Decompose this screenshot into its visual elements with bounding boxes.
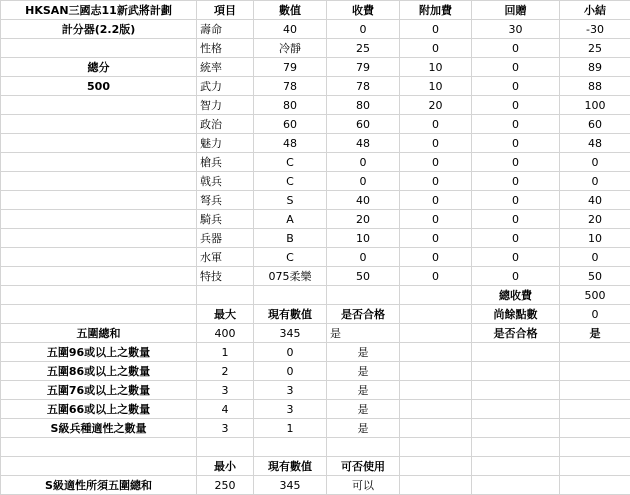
- check-label[interactable]: 五圍總和: [1, 324, 197, 343]
- stat-subtotal[interactable]: 60: [560, 115, 630, 134]
- checks-header-row: [1, 305, 630, 324]
- stat-value[interactable]: 60: [254, 115, 327, 134]
- stat-extra[interactable]: 0: [400, 20, 472, 39]
- empty-cell[interactable]: [560, 400, 630, 419]
- stat-fee[interactable]: 80: [327, 96, 400, 115]
- requirement-current[interactable]: 345: [254, 476, 327, 495]
- empty-cell[interactable]: [472, 400, 560, 419]
- stat-fee[interactable]: 20: [327, 210, 400, 229]
- empty-cell[interactable]: [400, 400, 472, 419]
- check-current[interactable]: 3: [254, 400, 327, 419]
- empty-cell[interactable]: [1, 210, 197, 229]
- check-current[interactable]: 0: [254, 343, 327, 362]
- check-max[interactable]: 2: [197, 362, 254, 381]
- empty-cell[interactable]: [560, 419, 630, 438]
- check-current[interactable]: 0: [254, 362, 327, 381]
- stat-value[interactable]: 冷靜: [254, 39, 327, 58]
- empty-cell[interactable]: [1, 457, 197, 476]
- check-pass[interactable]: 是: [327, 400, 400, 419]
- empty-cell[interactable]: [1, 115, 197, 134]
- check-label[interactable]: 五圍76或以上之數量: [1, 381, 197, 400]
- empty-cell[interactable]: [560, 343, 630, 362]
- stat-extra[interactable]: 20: [400, 96, 472, 115]
- check-label[interactable]: 五圍66或以上之數量: [1, 400, 197, 419]
- check-pass[interactable]: 是: [327, 362, 400, 381]
- stat-value[interactable]: C: [254, 172, 327, 191]
- total-fee-row: [1, 286, 630, 305]
- col-header-usable[interactable]: 可否使用: [327, 457, 400, 476]
- stat-item[interactable]: 政治: [197, 115, 254, 134]
- stat-subtotal[interactable]: 48: [560, 134, 630, 153]
- stat-item[interactable]: 戟兵: [197, 172, 254, 191]
- stat-refund[interactable]: 0: [472, 77, 560, 96]
- stat-row-intelligence: [1, 96, 630, 115]
- stat-extra[interactable]: 0: [400, 210, 472, 229]
- empty-cell[interactable]: [254, 286, 327, 305]
- stat-row-halberd: [1, 172, 630, 191]
- stat-item[interactable]: 槍兵: [197, 153, 254, 172]
- check-row-s-grade: [1, 419, 630, 438]
- stat-subtotal[interactable]: 25: [560, 39, 630, 58]
- stat-item[interactable]: 水軍: [197, 248, 254, 267]
- stat-refund[interactable]: 0: [472, 96, 560, 115]
- stat-item[interactable]: 騎兵: [197, 210, 254, 229]
- check-pass[interactable]: 是: [327, 343, 400, 362]
- col-header-min[interactable]: 最小: [197, 457, 254, 476]
- empty-cell[interactable]: [472, 381, 560, 400]
- empty-cell[interactable]: [472, 362, 560, 381]
- total-fee-label[interactable]: 總收費: [472, 286, 560, 305]
- stat-subtotal[interactable]: 0: [560, 153, 630, 172]
- stat-item[interactable]: 性格: [197, 39, 254, 58]
- stat-extra[interactable]: 0: [400, 115, 472, 134]
- total-score-value[interactable]: 500: [1, 77, 197, 96]
- empty-cell[interactable]: [400, 419, 472, 438]
- stat-refund[interactable]: 30: [472, 20, 560, 39]
- stat-refund[interactable]: 0: [472, 115, 560, 134]
- stat-value[interactable]: A: [254, 210, 327, 229]
- stat-extra[interactable]: 0: [400, 153, 472, 172]
- stat-value[interactable]: 78: [254, 77, 327, 96]
- stat-subtotal[interactable]: 50: [560, 267, 630, 286]
- stat-extra[interactable]: 10: [400, 77, 472, 96]
- stat-value[interactable]: C: [254, 248, 327, 267]
- empty-cell[interactable]: [472, 476, 560, 495]
- stat-refund[interactable]: 0: [472, 172, 560, 191]
- app-title[interactable]: HKSAN三國志11新武將計劃: [1, 1, 197, 20]
- stat-extra[interactable]: 10: [400, 58, 472, 77]
- stat-subtotal[interactable]: -30: [560, 20, 630, 39]
- stat-refund[interactable]: 0: [472, 210, 560, 229]
- empty-cell[interactable]: [327, 286, 400, 305]
- empty-cell[interactable]: [1, 267, 197, 286]
- stat-refund[interactable]: 0: [472, 39, 560, 58]
- stat-refund[interactable]: 0: [472, 248, 560, 267]
- stat-extra[interactable]: 0: [400, 134, 472, 153]
- stat-item[interactable]: 壽命: [197, 20, 254, 39]
- stat-subtotal[interactable]: 10: [560, 229, 630, 248]
- col-header-fee[interactable]: 收費: [327, 1, 400, 20]
- stat-fee[interactable]: 48: [327, 134, 400, 153]
- empty-cell[interactable]: [1, 248, 197, 267]
- col-header-pass[interactable]: 是否合格: [327, 305, 400, 324]
- col-header-max[interactable]: 最大: [197, 305, 254, 324]
- check-max[interactable]: 1: [197, 343, 254, 362]
- stat-row-cavalry: [1, 210, 630, 229]
- stat-subtotal[interactable]: 88: [560, 77, 630, 96]
- empty-cell[interactable]: [472, 419, 560, 438]
- overall-pass-label[interactable]: 是否合格: [472, 324, 560, 343]
- stat-subtotal[interactable]: 20: [560, 210, 630, 229]
- stat-subtotal[interactable]: 100: [560, 96, 630, 115]
- stat-row-lifespan: [1, 20, 630, 39]
- stat-fee[interactable]: 25: [327, 39, 400, 58]
- empty-cell[interactable]: [1, 39, 197, 58]
- empty-cell[interactable]: [400, 438, 472, 457]
- header-row: [1, 1, 630, 20]
- empty-cell[interactable]: [400, 305, 472, 324]
- stat-subtotal[interactable]: 89: [560, 58, 630, 77]
- check-row-76: [1, 381, 630, 400]
- stat-row-war: [1, 77, 630, 96]
- requirement-min[interactable]: 250: [197, 476, 254, 495]
- empty-cell[interactable]: [197, 438, 254, 457]
- empty-cell[interactable]: [560, 381, 630, 400]
- blank-row: [1, 438, 630, 457]
- stat-row-skill: [1, 267, 630, 286]
- check-max[interactable]: 400: [197, 324, 254, 343]
- check-label[interactable]: 五圍86或以上之數量: [1, 362, 197, 381]
- empty-cell[interactable]: [400, 457, 472, 476]
- stat-value[interactable]: S: [254, 191, 327, 210]
- empty-cell[interactable]: [560, 476, 630, 495]
- stat-fee[interactable]: 0: [327, 248, 400, 267]
- stat-row-crossbow: [1, 191, 630, 210]
- stat-item[interactable]: 弩兵: [197, 191, 254, 210]
- stat-item[interactable]: 統率: [197, 58, 254, 77]
- empty-cell[interactable]: [400, 476, 472, 495]
- stat-fee[interactable]: 50: [327, 267, 400, 286]
- stat-subtotal[interactable]: 0: [560, 248, 630, 267]
- stat-value[interactable]: 48: [254, 134, 327, 153]
- empty-cell[interactable]: [400, 343, 472, 362]
- empty-cell[interactable]: [1, 172, 197, 191]
- check-pass[interactable]: 是: [327, 324, 400, 343]
- stat-fee[interactable]: 40: [327, 191, 400, 210]
- empty-cell[interactable]: [1, 438, 197, 457]
- stat-value[interactable]: B: [254, 229, 327, 248]
- check-row-five-stat-total: [1, 324, 630, 343]
- stat-value[interactable]: 80: [254, 96, 327, 115]
- col-header-extra[interactable]: 附加費: [400, 1, 472, 20]
- empty-cell[interactable]: [560, 362, 630, 381]
- remaining-points-label[interactable]: 尚餘點數: [472, 305, 560, 324]
- empty-cell[interactable]: [560, 457, 630, 476]
- stat-value[interactable]: 79: [254, 58, 327, 77]
- stat-refund[interactable]: 0: [472, 134, 560, 153]
- total-fee-value[interactable]: 500: [560, 286, 630, 305]
- overall-pass-value[interactable]: 是: [560, 324, 630, 343]
- stat-fee[interactable]: 60: [327, 115, 400, 134]
- check-row-96: [1, 343, 630, 362]
- col-header-item[interactable]: 項目: [197, 1, 254, 20]
- empty-cell[interactable]: [1, 191, 197, 210]
- stat-refund[interactable]: 0: [472, 229, 560, 248]
- check-pass[interactable]: 是: [327, 381, 400, 400]
- stat-fee[interactable]: 79: [327, 58, 400, 77]
- stat-item[interactable]: 兵器: [197, 229, 254, 248]
- empty-cell[interactable]: [400, 286, 472, 305]
- stat-row-charisma: [1, 134, 630, 153]
- requirement-usable[interactable]: 可以: [327, 476, 400, 495]
- col-header-current[interactable]: 現有數值: [254, 305, 327, 324]
- requirement-row: [1, 476, 630, 495]
- stat-extra[interactable]: 0: [400, 39, 472, 58]
- stat-extra[interactable]: 0: [400, 172, 472, 191]
- empty-cell[interactable]: [1, 153, 197, 172]
- stat-row-siege: [1, 229, 630, 248]
- stat-row-personality: [1, 39, 630, 58]
- check-row-66: [1, 400, 630, 419]
- stat-subtotal[interactable]: 0: [560, 172, 630, 191]
- stat-row-leadership: [1, 58, 630, 77]
- empty-cell[interactable]: [472, 343, 560, 362]
- stat-value[interactable]: 075柔樂: [254, 267, 327, 286]
- empty-cell[interactable]: [400, 324, 472, 343]
- app-subtitle[interactable]: 計分器(2.2版): [1, 20, 197, 39]
- stat-subtotal[interactable]: 40: [560, 191, 630, 210]
- stat-refund[interactable]: 0: [472, 191, 560, 210]
- check-label[interactable]: 五圍96或以上之數量: [1, 343, 197, 362]
- stat-extra[interactable]: 0: [400, 191, 472, 210]
- remaining-points-value[interactable]: 0: [560, 305, 630, 324]
- empty-cell[interactable]: [1, 305, 197, 324]
- stat-row-politics: [1, 115, 630, 134]
- stat-fee[interactable]: 0: [327, 172, 400, 191]
- empty-cell[interactable]: [254, 438, 327, 457]
- empty-cell[interactable]: [1, 134, 197, 153]
- stat-row-navy: [1, 248, 630, 267]
- stat-fee[interactable]: 0: [327, 20, 400, 39]
- empty-cell[interactable]: [472, 457, 560, 476]
- stat-item[interactable]: 武力: [197, 77, 254, 96]
- check-current[interactable]: 345: [254, 324, 327, 343]
- check-pass[interactable]: 是: [327, 419, 400, 438]
- stat-extra[interactable]: 0: [400, 267, 472, 286]
- empty-cell[interactable]: [400, 381, 472, 400]
- stat-refund[interactable]: 0: [472, 58, 560, 77]
- stat-refund[interactable]: 0: [472, 153, 560, 172]
- stat-item[interactable]: 魅力: [197, 134, 254, 153]
- check-current[interactable]: 1: [254, 419, 327, 438]
- check-current[interactable]: 3: [254, 381, 327, 400]
- check-max[interactable]: 4: [197, 400, 254, 419]
- empty-cell[interactable]: [1, 286, 197, 305]
- empty-cell[interactable]: [197, 286, 254, 305]
- stat-row-spear: [1, 153, 630, 172]
- requirement-header-row: [1, 457, 630, 476]
- check-max[interactable]: 3: [197, 381, 254, 400]
- stat-extra[interactable]: 0: [400, 248, 472, 267]
- stat-fee[interactable]: 78: [327, 77, 400, 96]
- stat-item[interactable]: 特技: [197, 267, 254, 286]
- col-header-subtotal[interactable]: 小結: [560, 1, 630, 20]
- stat-extra[interactable]: 0: [400, 229, 472, 248]
- total-score-label[interactable]: 總分: [1, 58, 197, 77]
- check-row-86: [1, 362, 630, 381]
- stat-value[interactable]: C: [254, 153, 327, 172]
- stat-item[interactable]: 智力: [197, 96, 254, 115]
- col-header-refund[interactable]: 回贈: [472, 1, 560, 20]
- check-label[interactable]: S級兵種適性之數量: [1, 419, 197, 438]
- empty-cell[interactable]: [1, 96, 197, 115]
- empty-cell[interactable]: [560, 438, 630, 457]
- col-header-current[interactable]: 現有數值: [254, 457, 327, 476]
- stat-refund[interactable]: 0: [472, 267, 560, 286]
- requirement-label[interactable]: S級適性所須五圍總和: [1, 476, 197, 495]
- empty-cell[interactable]: [400, 362, 472, 381]
- check-max[interactable]: 3: [197, 419, 254, 438]
- stat-fee[interactable]: 10: [327, 229, 400, 248]
- stat-value[interactable]: 40: [254, 20, 327, 39]
- stat-fee[interactable]: 0: [327, 153, 400, 172]
- col-header-value[interactable]: 數值: [254, 1, 327, 20]
- empty-cell[interactable]: [327, 438, 400, 457]
- empty-cell[interactable]: [472, 438, 560, 457]
- empty-cell[interactable]: [1, 229, 197, 248]
